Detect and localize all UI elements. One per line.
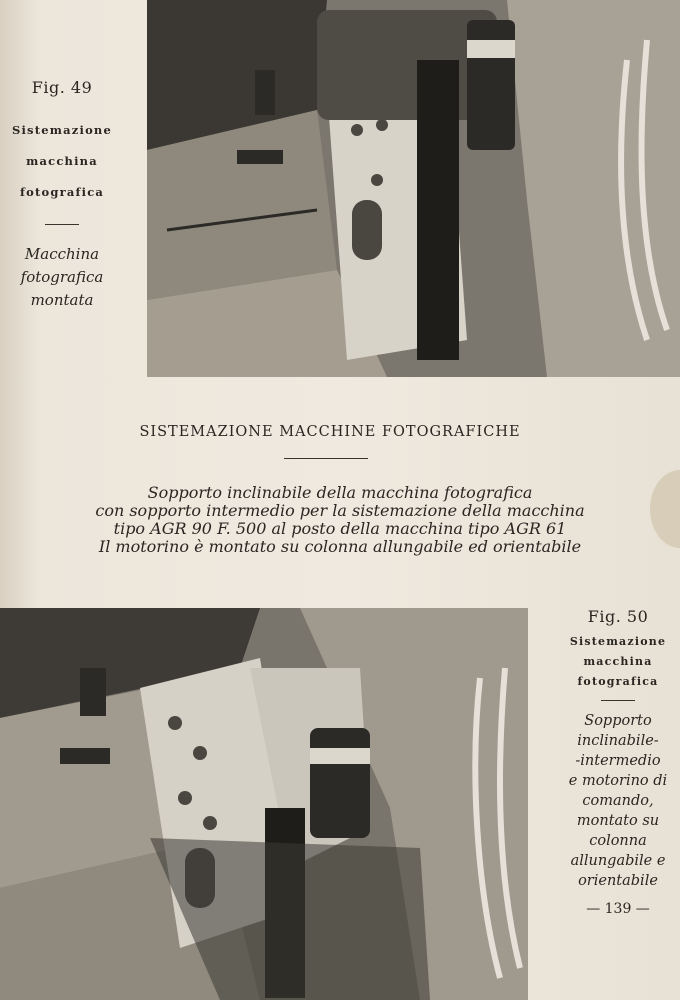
figure-description-line: fotografica [20,268,104,286]
page-number: — 139 — [586,901,650,917]
figure-title-line: macchina [583,655,653,668]
figure-title-line: fotografica [19,185,105,199]
section-description [60,484,620,556]
photo-fig-49 [147,0,680,377]
caption-divider [601,700,635,701]
figure-number: Fig. 49 [31,78,93,97]
figure-title-line: Sistemazione [569,635,667,648]
photo-fig-50 [0,608,528,1000]
description-line: Il motorino è montato su colonna allungabile ed orientabile [98,537,582,556]
section-divider [284,458,368,459]
description-line: Sopporto inclinabile della macchina fotografica [147,483,533,502]
figure-title-line: Sistemazione [11,123,113,137]
figure-description-line: montato su [576,813,660,829]
figure-description-line: comando, [582,793,654,809]
figure-title-line: fotografica [577,675,659,688]
figure-description-line: orientabile [578,873,658,889]
description-line: tipo AGR 90 F. 500 al posto della macchina tipo AGR 61 [113,519,567,538]
figure-description-line: colonna [589,833,647,849]
description-line: con sopporto intermedio per la sistemazione della macchina [95,501,585,520]
caption-divider [45,224,79,225]
caption-fig-49 [0,78,124,312]
figure-number: Fig. 50 [587,607,649,626]
photo-fig-49-drawing [147,0,680,377]
section-title: SISTEMAZIONE MACCHINE FOTOGRAFICHE [139,424,521,440]
photo-fig-50-drawing [0,608,528,1000]
figure-description-line: Macchina [24,245,100,263]
figure-description-line: allungabile e [570,853,666,869]
figure-description-line: e motorino di [568,773,668,789]
figure-title-line: macchina [26,154,98,168]
caption-fig-50 [556,607,680,917]
figure-description-line: -intermedio [575,753,661,769]
figure-description-line: montata [30,291,94,309]
figure-description-line: inclinabile- [577,733,659,749]
figure-description-line: Sopporto [584,713,652,729]
